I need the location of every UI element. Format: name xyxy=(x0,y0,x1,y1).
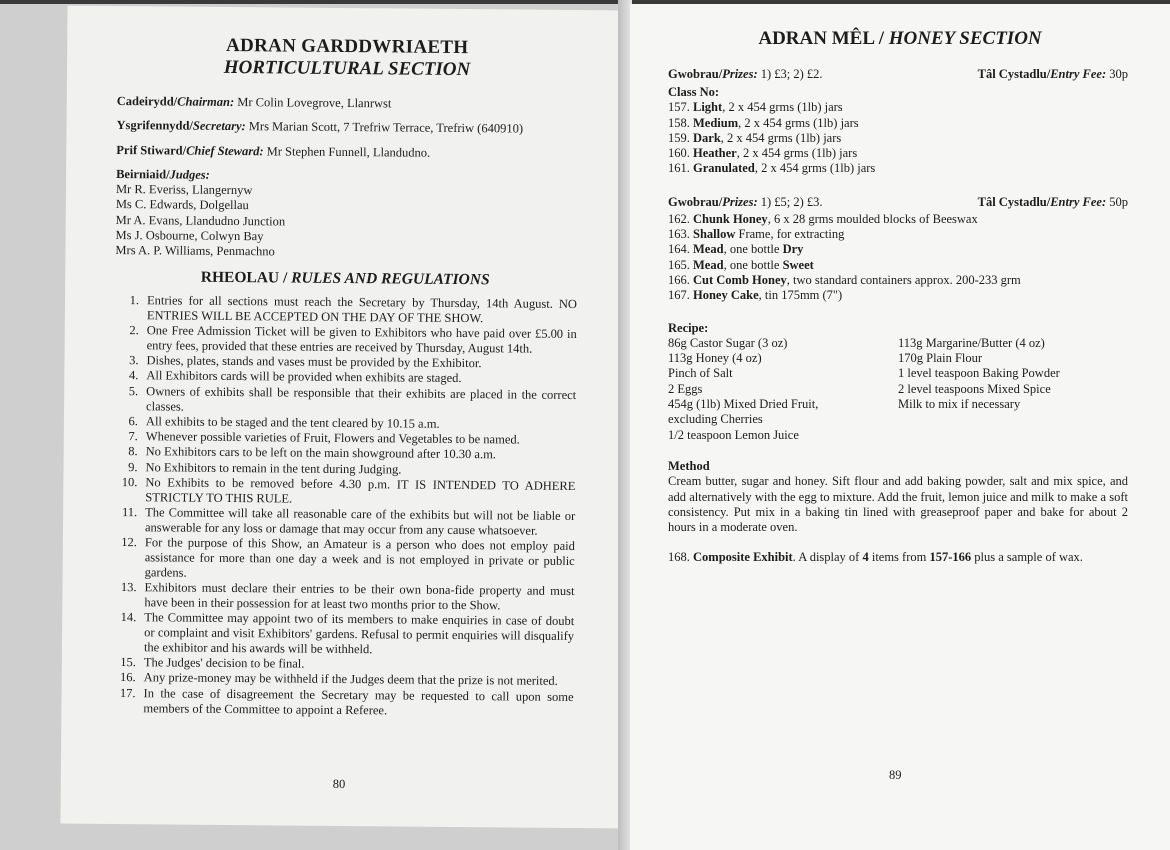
ingredient: Milk to mix if necessary xyxy=(898,397,1021,412)
secretary-line: Ysgrifennydd/Secretary: Mrs Marian Scott, 7 Trefriw Terrace, Trefriw (640910) xyxy=(116,118,524,136)
method-text: Cream butter, sugar and honey. Sift flour and add baking powder, salt and mix spice, and add alternatively with the egg to mixture. Add the fruit, lemon juice and milk to make a soft consistency. Put mix in a baking tin lined with greaseproof paper and bake for about 2 hours in a moderate oven. xyxy=(668,474,1128,535)
ingredient: Pinch of Salt xyxy=(668,366,733,381)
page-number-right: 89 xyxy=(889,768,902,782)
class-item: 162. Chunk Honey, 6 x 28 grms moulded blocks of Beeswax xyxy=(668,211,978,226)
class-item: 166. Cut Comb Honey, two standard containers approx. 200-233 grm xyxy=(668,272,1021,287)
recipe-label: Recipe: xyxy=(668,320,709,335)
rules-title: RHEOLAU / RULES AND REGULATIONS xyxy=(200,268,490,289)
class-list-2 xyxy=(668,212,1128,304)
judge-list xyxy=(115,182,606,263)
rule-item: 17. In the case of disagreement the Secretary may be requested to call upon some members of the Committee to appoint a Referee. xyxy=(119,685,574,717)
prizes-row-1: Gwobrau/Prizes: 1) £3; 2) £2. Tâl Cystadlu/Entry Fee: 30p xyxy=(668,67,1128,81)
ingredient: 454g (1lb) Mixed Dried Fruit, xyxy=(668,397,819,412)
prizes-row-2: Gwobrau/Prizes: 1) £5; 2) £3. Tâl Cystadlu/Entry Fee: 50p xyxy=(668,194,1128,209)
rule-item: 16. Any prize-money may be withheld if the Judges deem that the prize is not merited. xyxy=(120,670,558,689)
ingredient: 113g Honey (4 oz) xyxy=(668,351,762,366)
chairman-line: Cadeirydd/Chairman: Mr Colin Lovegrove, Llanrwst xyxy=(116,94,392,111)
ingredient: 1 level teaspoon Baking Powder xyxy=(898,366,1060,381)
rule-item: 6. All exhibits to be staged and the tent cleared by 10.15 a.m. xyxy=(128,413,440,431)
method-label: Method xyxy=(668,458,710,473)
class-item: 161. Granulated, 2 x 454 grms (1lb) jars xyxy=(668,161,876,176)
class-no-label: Class No: xyxy=(668,85,720,99)
right-page xyxy=(630,4,1170,850)
ingredient: 2 Eggs xyxy=(668,381,703,396)
rule-item: 4. All Exhibitors cards will be provided when exhibits are staged. xyxy=(128,368,462,386)
ingredient: 113g Margarine/Butter (4 oz) xyxy=(898,335,1045,350)
rule-item: 12. For the purpose of this Show, an Amateur is a person who does not employ paid assistance for more than one day a week and is not employed in private or public gardens. xyxy=(121,535,575,580)
honey-title: ADRAN MÊL / HONEY SECTION xyxy=(758,28,1042,49)
rule-item: 15. The Judges' decision to be final. xyxy=(120,655,305,671)
class-item: 158. Medium, 2 x 454 grms (1lb) jars xyxy=(668,115,859,130)
horticultural-title-welsh: ADRAN GARDDWRIAETH xyxy=(225,34,469,59)
recipe-column-right xyxy=(898,336,1128,443)
class-item: 157. Light, 2 x 454 grms (1lb) jars xyxy=(668,100,843,115)
ingredient: 170g Plain Flour xyxy=(898,351,983,366)
ingredient: 86g Castor Sugar (3 oz) xyxy=(668,335,788,350)
ingredient: 1/2 teaspoon Lemon Juice xyxy=(668,427,799,442)
class-item: 163. Shallow Frame, for extracting xyxy=(668,227,845,242)
judges-heading: Beirniaid/Judges: xyxy=(116,166,210,182)
rules-list xyxy=(111,293,577,720)
composite-exhibit-line: 168. Composite Exhibit. A display of 4 items from 157-166 plus a sample of wax. xyxy=(668,550,1083,565)
rule-item: 5. Owners of exhibits shall be responsible that their exhibits are placed in the correct classes. xyxy=(128,383,577,414)
left-page xyxy=(60,6,627,829)
class-item: 167. Honey Cake, tin 175mm (7") xyxy=(668,288,843,303)
rule-item: 10. No Exhibits to be removed before 4.30 p.m. IT IS INTENDED TO ADHERE STRICTLY TO THIS RULE. xyxy=(121,475,576,506)
class-item: 164. Mead, one bottle Dry xyxy=(668,242,804,257)
ingredient: 2 level teaspoons Mixed Spice xyxy=(898,381,1051,396)
rule-item: 1. Entries for all sections must reach the Secretary by Thursday, 14th August. NO ENTRIES WILL BE ACCEPTED ON THE DAY OF THE SHOW. xyxy=(129,293,578,326)
rule-item: 11. The Committee will take all reasonable care of the exhibits but will not be liable or answerable for any loss or damage that may occur from any cause whatsoever. xyxy=(121,505,576,538)
recipe-ingredients xyxy=(668,336,1128,443)
judge-item: Ms J. Osbourne, Colwyn Bay xyxy=(115,228,264,244)
rule-item: 14. The Committee may appoint two of its members to make enquiries in case of doubt or complaint and visit Exhibitors' gardens. Refusal to permit enquiries will disqualify the exhibitor and his awards will be withheld. xyxy=(120,610,575,657)
page-number-left: 80 xyxy=(332,776,346,792)
class-list-1 xyxy=(668,100,1128,176)
rule-item: 3. Dishes, plates, stands and vases must be provided by the Exhibitor. xyxy=(129,353,482,371)
rule-item: 2. One Free Admission Ticket will be given to Exhibitors who have paid over £5.00 in entry fees, provided that these entries are received by Thursday, August 14th. xyxy=(129,323,577,356)
judge-item: Mrs A. P. Williams, Penmachno xyxy=(115,243,275,259)
ingredient: excluding Cherries xyxy=(668,412,763,427)
horticultural-title-english: HORTICULTURAL SECTION xyxy=(223,56,471,81)
class-item: 160. Heather, 2 x 454 grms (1lb) jars xyxy=(668,146,858,161)
class-item: 159. Dark, 2 x 454 grms (1lb) jars xyxy=(668,130,842,145)
chief-steward-line: Prif Stiward/Chief Steward: Mr Stephen Funnell, Llandudno. xyxy=(116,142,431,160)
judge-item: Ms C. Edwards, Dolgellau xyxy=(115,197,249,213)
recipe-column-left xyxy=(668,336,898,443)
rule-item: 8. No Exhibitors cars to be left on the main showground after 10.30 a.m. xyxy=(128,444,497,462)
judge-item: Mr R. Everiss, Llangernyw xyxy=(115,182,253,198)
rule-item: 13. Exhibitors must declare their entries to be their own bona-fide property and must have been in their possession for at least two months prior to the Show. xyxy=(120,580,575,613)
judge-item: Mr A. Evans, Llandudno Junction xyxy=(115,212,286,229)
rule-item: 7. Whenever possible varieties of Fruit, Flowers and Vegetables to be named. xyxy=(128,429,520,447)
class-item: 165. Mead, one bottle Sweet xyxy=(668,257,814,272)
rule-item: 9. No Exhibitors to remain in the tent during Judging. xyxy=(128,459,402,477)
